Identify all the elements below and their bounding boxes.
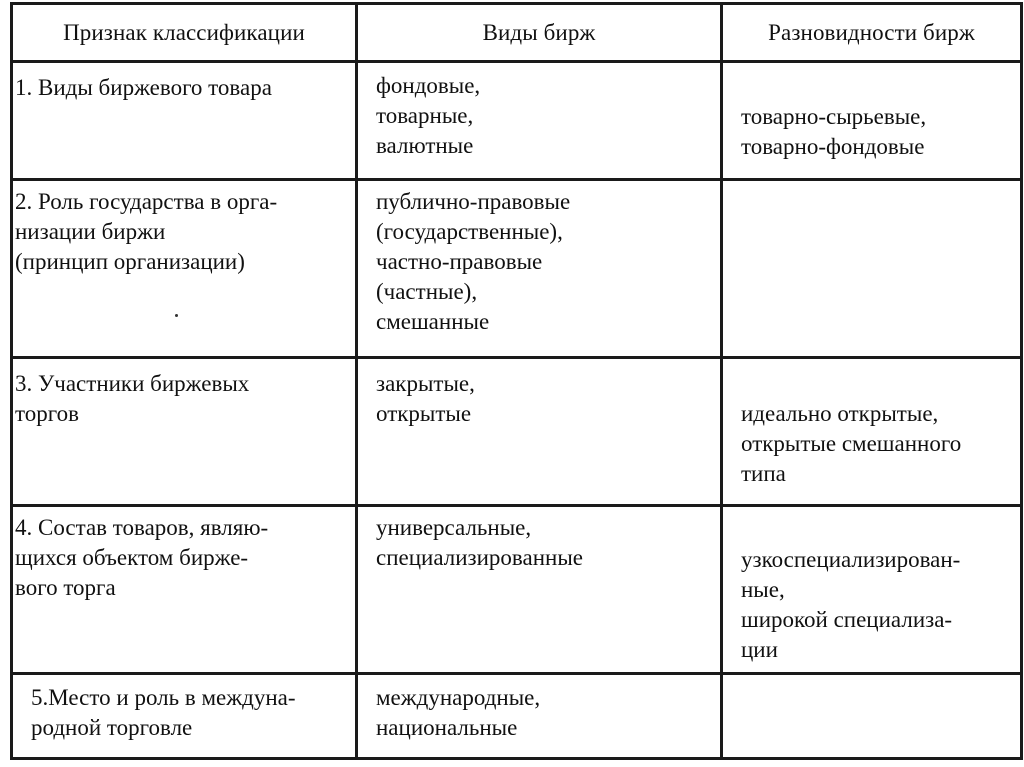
cell-varieties — [722, 674, 1022, 759]
table-row — [12, 62, 1022, 180]
cell-criterion — [12, 358, 357, 506]
criterion-text: 4. Состав товаров, являю- щихся объектом бирже- вого торга — [15, 515, 269, 600]
cell-varieties — [722, 358, 1022, 506]
cell-types — [357, 506, 722, 674]
cell-varieties — [722, 506, 1022, 674]
header-row — [12, 4, 1022, 62]
cell-criterion — [12, 62, 357, 180]
types-text: фондовые, товарные, валютные — [376, 73, 481, 158]
types-text: публично-правовые (государственные), частно-правовые (частные), смешанные — [376, 189, 571, 334]
criterion-text: 3. Участники биржевых торгов — [15, 371, 250, 426]
header-types: Виды бирж — [357, 4, 722, 62]
varieties-text: узкоспециализирован- ные, широкой специализа- ции — [741, 547, 961, 662]
cell-criterion — [12, 674, 357, 759]
cell-varieties — [722, 180, 1022, 358]
cell-types — [357, 358, 722, 506]
header-varieties: Разновидности бирж — [722, 4, 1022, 62]
cell-types — [357, 674, 722, 759]
header-criterion: Признак классификации — [12, 4, 357, 62]
criterion-text: 1. Виды биржевого товара — [15, 75, 272, 100]
cell-types — [357, 180, 722, 358]
cell-types — [357, 62, 722, 180]
cell-varieties — [722, 62, 1022, 180]
table-row — [12, 180, 1022, 358]
cell-criterion — [12, 180, 357, 358]
criterion-text: 2. Роль государства в орга- низации биржи (принцип организации) — [15, 189, 278, 274]
table-row — [12, 674, 1022, 759]
types-text: универсальные, специализированные — [376, 515, 583, 570]
varieties-text: идеально открытые, открытые смешанного типа — [741, 401, 962, 486]
table-row — [12, 358, 1022, 506]
scan-speck — [175, 314, 178, 317]
criterion-text: 5.Место и роль в междуна- родной торговле — [31, 685, 296, 740]
types-text: международные, национальные — [376, 685, 541, 740]
cell-criterion — [12, 506, 357, 674]
varieties-text: товарно-сырьевые, товарно-фондовые — [741, 104, 927, 159]
table-row — [12, 506, 1022, 674]
types-text: закрытые, открытые — [376, 371, 475, 426]
classification-table — [10, 2, 1023, 760]
